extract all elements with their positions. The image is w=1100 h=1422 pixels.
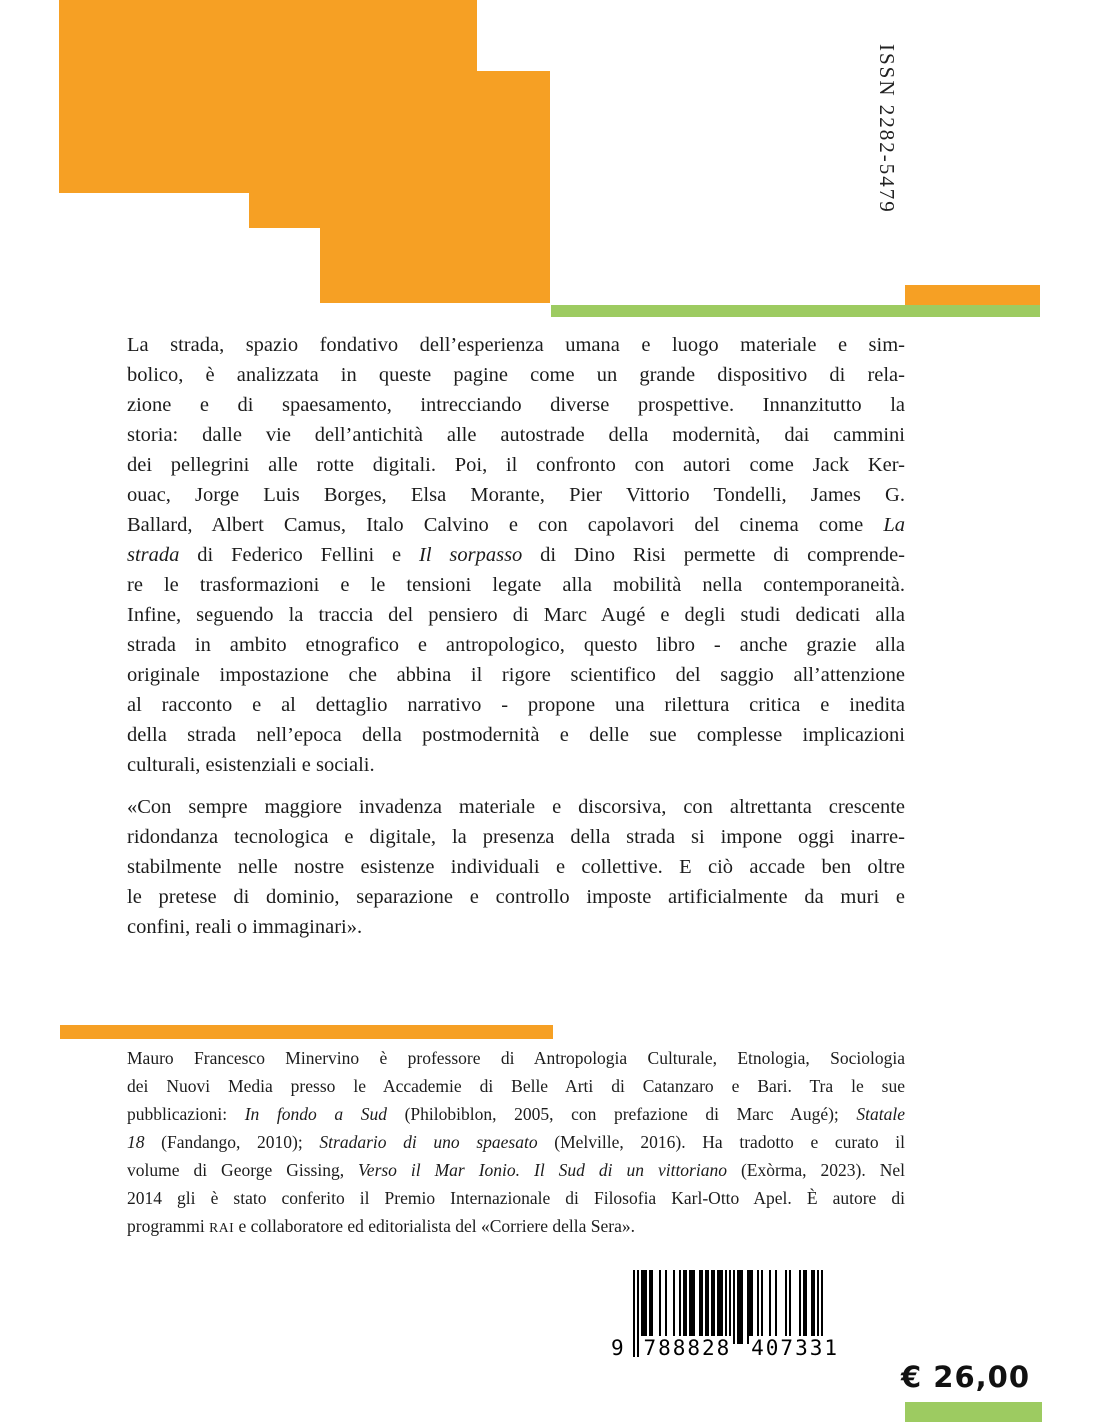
orange-block	[59, 0, 477, 193]
barcode-number	[609, 1336, 841, 1360]
green-accent-block	[905, 1402, 1042, 1422]
quote-paragraph: «Con sempre maggiore invadenza materiale e discorsiva, con altrettanta crescente ridondanza tecnologica e digitale, la presenza della strada si impone oggi inarre- stabilmente nelle nostre esistenze individuali e collettive. E ciò accade ben oltre le pretese di dominio, separazione e controllo imposte artificialmente da muri e confini, reali o immaginari».	[127, 796, 905, 938]
orange-accent-block	[905, 285, 1040, 305]
barcode	[611, 1270, 839, 1365]
orange-block	[320, 193, 477, 303]
barcode-digit-first: 9	[611, 1336, 624, 1360]
green-rule	[551, 305, 1040, 317]
price-label: € 26,00	[901, 1360, 1031, 1394]
author-bio-paragraph: Mauro Francesco Minervino è professore di Antropologia Culturale, Etnologia, Sociologia dei Nuovi Media presso le Accademie di Belle Arti di Catanzaro e Bari. Tra le sue pubblicazioni: In fondo a Sud (Philobiblon, 2005, con prefazione di Marc Augé); Statale 18 (Fandango, 2010); Stradario di uno spaesato (Melville, 2016). Ha tradotto e curato il volume di George Gissing, Verso il Mar Ionio. Il Sud di un vittoriano (Exòrma, 2023). Nel 2014 gli è stato conferito il Premio Internazionale di Filosofia Karl-Otto Apel. È autore di programmi RAI e collaboratore ed editorialista del «Corriere della Sera».	[127, 1048, 905, 1236]
orange-divider-bar	[60, 1025, 553, 1039]
description-paragraph: La strada, spazio fondativo dell’esperienza umana e luogo materiale e sim- bolico, è analizzata in queste pagine come un grande dispositivo di rela- zione e di spaesamento, intrecciando diverse prospettive. Innanzitutto la storia: dalle vie dell’antichità alle autostrade della modernità, dai cammini dei pellegrini alle rotte digitali. Poi, il confronto con autori come Jack Ker- ouac, Jorge Luis Borges, Elsa Morante, Pier Vittorio Tondelli, James G. Ballard, Albert Camus, Italo Calvino e con capolavori del cinema come La strada di Federico Fellini e Il sorpasso di Dino Risi permette di comprende- re le trasformazioni e le tensioni legate alla mobilità nella contemporaneità. Infine, seguendo la traccia del pensiero di Marc Augé e degli studi dedicati alla strada in ambito etnografico e antropologico, questo libro - anche grazie alla originale impostazione che abbina il rigore scientifico del saggio all’attenzione al racconto e al dettaglio narrativo - propone una rilettura critica e inedita della strada nell’epoca della postmodernità e delle sue complesse implicazioni culturali, esistenziali e sociali.	[127, 334, 905, 776]
orange-block	[477, 71, 550, 303]
barcode-digits-left: 788828	[643, 1336, 732, 1360]
orange-block	[249, 193, 320, 228]
barcode-digits-right: 407331	[751, 1336, 839, 1360]
issn-label: ISSN 2282-5479	[875, 44, 899, 214]
